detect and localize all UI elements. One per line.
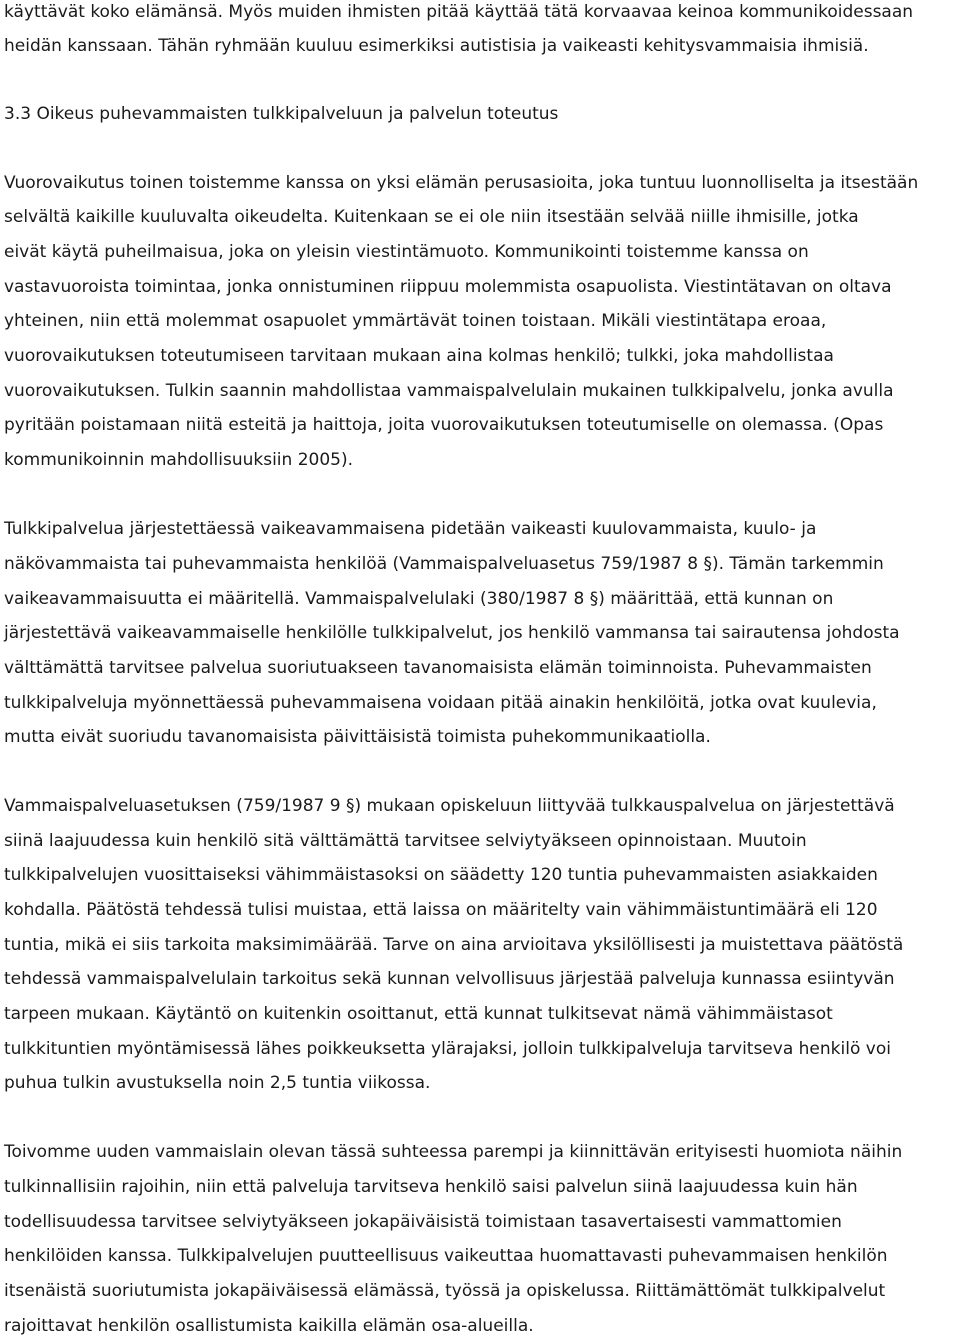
text-line: välttämättä tarvitsee palvelua suoriutuakseen tavanomaisista elämän toiminnoista. Puhevammaisten <box>4 658 872 678</box>
text-line: todellisuudessa tarvitsee selviytyäkseen jokapäiväisistä toimistaan tasavertaisesti vammattomien <box>4 1212 842 1232</box>
text-line: heidän kanssaan. Tähän ryhmään kuuluu esimerkiksi autistisia ja vaikeasti kehitysvammaisia ihmisiä. <box>4 36 869 56</box>
text-line: käyttävät koko elämänsä. Myös muiden ihmisten pitää käyttää tätä korvaavaa keinoa kommunikoidessaan <box>4 2 914 22</box>
text-line: tulkinnallisiin rajoihin, niin että palveluja tarvitseva henkilö saisi palvelun siinä laajuudessa kuin hän <box>4 1177 858 1197</box>
text-line: itsenäistä suoriutumista jokapäiväisessä elämässä, työssä ja opiskelussa. Riittämättömät tulkkipalvelut <box>4 1281 886 1301</box>
text-line: näkövammaista tai puhevammaista henkilöä (Vammaispalveluasetus 759/1987 8 §). Tämän tarkemmin <box>4 554 884 574</box>
text-line: vuorovaikutuksen toteutumiseen tarvitaan mukaan aina kolmas henkilö; tulkki, joka mahdollistaa <box>4 346 834 366</box>
text-line: siinä laajuudessa kuin henkilö sitä välttämättä tarvitsee selviytyäkseen opinnoistaan. Muutoin <box>4 831 807 851</box>
text-line: kohdalla. Päätöstä tehdessä tulisi muistaa, että laissa on määritelty vain vähimmäistuntimäärä eli 120 <box>4 900 878 920</box>
text-line: pyritään poistamaan niitä esteitä ja haittoja, joita vuorovaikutuksen toteutumiselle on olemassa. (Opas <box>4 415 884 435</box>
text-line: Tulkkipalvelua järjestettäessä vaikeavammaisena pidetään vaikeasti kuulovammaista, kuulo- ja <box>4 519 817 539</box>
text-line: kommunikoinnin mahdollisuuksiin 2005). <box>4 450 353 470</box>
text-line: Toivomme uuden vammaislain olevan tässä suhteessa parempi ja kiinnittävän erityisesti huomiota näihin <box>4 1142 903 1162</box>
text-line: selvältä kaikille kuuluvalta oikeudelta. Kuitenkaan se ei ole niin itsestään selvää niille ihmisille, jotka <box>4 207 859 227</box>
text-line: Vuorovaikutus toinen toistemme kanssa on yksi elämän perusasioita, joka tuntuu luonnolliselta ja itsestään <box>4 173 919 193</box>
text-line: tulkkituntien myöntämisessä lähes poikkeuksetta ylärajaksi, jolloin tulkkipalveluja tarvitseva henkilö voi <box>4 1039 891 1059</box>
text-line: eivät käytä puheilmaisua, joka on yleisin viestintämuoto. Kommunikointi toistemme kanssa on <box>4 242 809 262</box>
text-line: vaikeavammaisuutta ei määritellä. Vammaispalvelulaki (380/1987 8 §) määrittää, että kunnan on <box>4 589 834 609</box>
text-line: Vammaispalveluasetuksen (759/1987 9 §) mukaan opiskeluun liittyvää tulkkauspalvelua on järjestettävä <box>4 796 895 816</box>
text-line: yhteinen, niin että molemmat osapuolet ymmärtävät toinen toistaan. Mikäli viestintätapa eroaa, <box>4 311 827 331</box>
text-line: tulkkipalveluja myönnettäessä puhevammaisena voidaan pitää ainakin henkilöitä, jotka ovat kuulevia, <box>4 693 877 713</box>
text-line: tulkkipalvelujen vuosittaiseksi vähimmäistasoksi on säädetty 120 tuntia puhevammaisten asiakkaiden <box>4 865 878 885</box>
text-line: tarpeen mukaan. Käytäntö on kuitenkin osoittanut, että kunnat tulkitsevat nämä vähimmäistasot <box>4 1004 833 1024</box>
text-line: puhua tulkin avustuksella noin 2,5 tuntia viikossa. <box>4 1073 431 1093</box>
text-line: vastavuoroista toimintaa, jonka onnistuminen riippuu molemmista osapuolista. Viestintätavan on oltava <box>4 277 892 297</box>
text-line: mutta eivät suoriudu tavanomaisista päivittäisistä toimista puhekommunikaatiolla. <box>4 727 711 747</box>
text-line: tuntia, mikä ei siis tarkoita maksimimäärää. Tarve on aina arvioitava yksilöllisesti ja muistettava päätöstä <box>4 935 904 955</box>
text-line: rajoittavat henkilön osallistumista kaikilla elämän osa-alueilla. <box>4 1316 534 1336</box>
text-line: tehdessä vammaispalvelulain tarkoitus sekä kunnan velvollisuus järjestää palveluja kunnassa esiintyvän <box>4 969 895 989</box>
section-heading: 3.3 Oikeus puhevammaisten tulkkipalveluun ja palvelun toteutus <box>4 104 559 124</box>
text-line: henkilöiden kanssa. Tulkkipalvelujen puutteellisuus vaikeuttaa huomattavasti puhevammaisen henkilön <box>4 1246 888 1266</box>
text-line: vuorovaikutuksen. Tulkin saannin mahdollistaa vammaispalvelulain mukainen tulkkipalvelu, jonka avulla <box>4 381 894 401</box>
text-line: järjestettävä vaikeavammaiselle henkilölle tulkkipalvelut, jos henkilö vammansa tai sairautensa johdosta <box>4 623 900 643</box>
